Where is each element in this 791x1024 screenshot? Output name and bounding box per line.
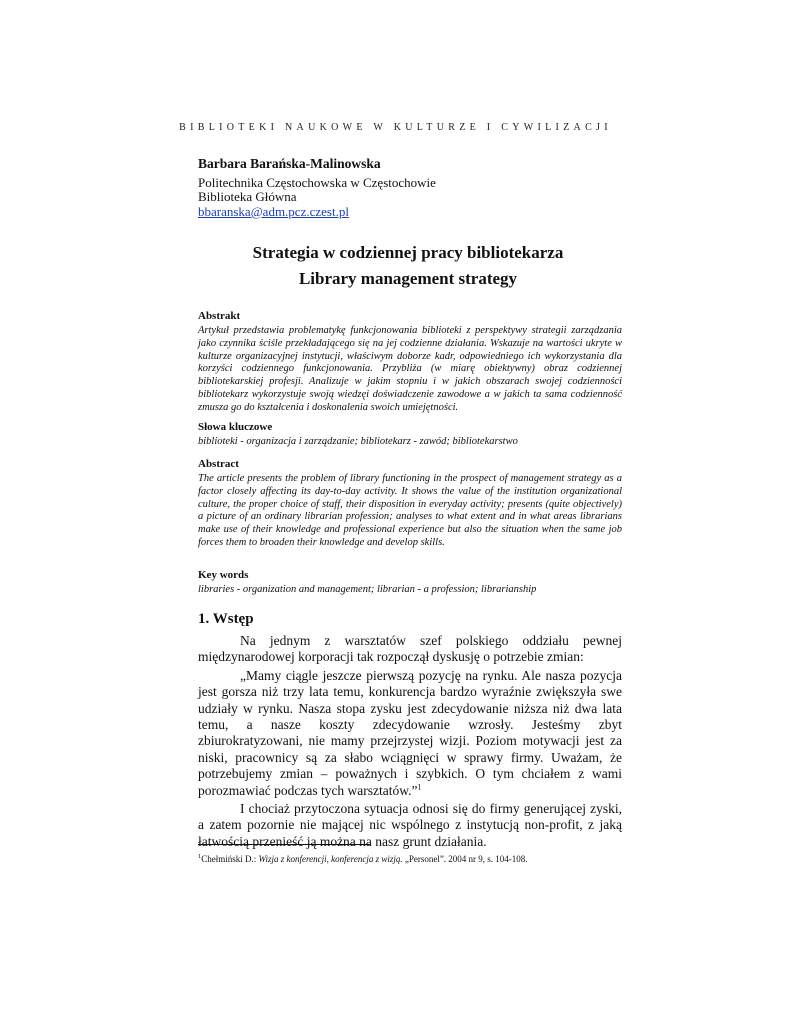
slowa-kluczowe-text: biblioteki - organizacja i zarządzanie; bibliotekarz - zawód; bibliotekarstwo: [198, 436, 518, 447]
title-block: [0, 240, 791, 292]
section-1-body: [198, 633, 622, 850]
abstract-text: The article presents the problem of library functioning in the prospect of management strategy as a factor closely affecting its day-to-day activity. It shows the value of the institution organizational culture, the proper choice of staff, their disposition in everyday activity; presents (quite objectively) a picture of an ordinary librarian profession; analyses to what extent and in what areas librarians make use of their knowledge and professional experience but also the situation when the same job forces them to broaden their knowledge and develop skills.: [198, 473, 622, 548]
key-words-heading: Key words: [198, 569, 249, 581]
footnote-title: Wizja z konferencji, konferencja z wizją.: [258, 854, 403, 864]
title-polish: Strategia w codziennej pracy bibliotekarza: [252, 243, 564, 262]
paragraph-1: Na jednym z warsztatów szef polskiego oddziału pewnej międzynarodowej korporacji tak rozpoczął dyskusję o potrzebie zmian:: [198, 633, 622, 665]
footnote-number: 1: [198, 853, 202, 860]
abstrakt-section: [198, 310, 622, 415]
section-1-heading: 1. Wstęp: [198, 611, 254, 627]
title-english: Library management strategy: [298, 269, 518, 288]
abstract-section: [198, 458, 622, 550]
key-words-section: [198, 569, 622, 597]
author-email-link[interactable]: bbaranska@adm.pcz.czest.pl: [198, 203, 349, 219]
abstract-heading: Abstract: [198, 458, 239, 470]
paragraph-2: [198, 668, 622, 799]
slowa-kluczowe-heading: Słowa kluczowe: [198, 421, 273, 433]
footnote-reference[interactable]: 1: [417, 782, 422, 792]
author-name: Barbara Barańska-Malinowska: [198, 156, 381, 171]
abstrakt-text: Artykuł przedstawia problematykę funkcjonowania biblioteki z perspektywy strategii zarządzania jako czynnika ściśle przekładającego się na jej codzienne działania. Wskazuje na wartości ukryte w kulturze organizacyjnej instytucji, właściwym doborze kadr, odpowiedniego ich wykorzystania dla korzyści codziennego funkcjonowania. Przybliża (w miarę obiektywny) obraz codziennej bibliotekarskiej profesji. Analizuje w jakim stopniu i w jakich obszarach swojej codzienności bibliotekarz wykorzystuje swoją wiedzęi doświadczenie zawodowe a w jakich ta sama codzienność zmusza go do kształcenia i doskonalenia swoich umiejętności.: [198, 325, 622, 413]
footnote-author: Chełmiński D.:: [201, 854, 259, 864]
author-block: [198, 157, 436, 219]
footnote: [198, 851, 622, 865]
footnote-divider: [198, 844, 370, 845]
key-words-text: libraries - organization and management; librarian - a profession; librarianship: [198, 584, 537, 595]
affiliation-university: Politechnika Częstochowska w Częstochowie: [198, 174, 436, 190]
abstrakt-heading: Abstrakt: [198, 310, 241, 322]
paragraph-3: I chociaż przytoczona sytuacja odnosi się do firmy generującej zyski, a zatem pozornie nie mającej nic wspólnego z instytucją non-profit, z jaką łatwością przenieść ją można na nasz grunt działania.: [198, 801, 622, 849]
slowa-kluczowe-section: [198, 421, 622, 449]
affiliation-library: Biblioteka Główna: [198, 189, 297, 204]
running-head: BIBLIOTEKI NAUKOWE W KULTURZE I CYWILIZACJI: [179, 122, 612, 133]
quote-text: „Mamy ciągle jeszcze pierwszą pozycję na rynku. Ale nasza pozycja jest gorsza niż trzy lata temu, konkurencja bardzo wyraźnie zwiększyła swe udziały w rynku. Nasza stopa zysku jest zdecydowanie niższa niż dwa lata temu, a nasze koszty zdecydowanie wzrosły. Jesteśmy zbyt zbiurokratyzowani, nie mamy przejrzystej wizji. Poziom motywacji jest za niski, pracownicy są za słabo wciągnięci w sprawy firmy. Uważam, że potrzebujemy zmian – poważnych i szybkich. O tym chciałem z wami porozmawiać podczas tych warsztatów.”: [198, 667, 622, 798]
footnote-source: „Personel”. 2004 nr 9, s. 104-108.: [402, 854, 528, 864]
